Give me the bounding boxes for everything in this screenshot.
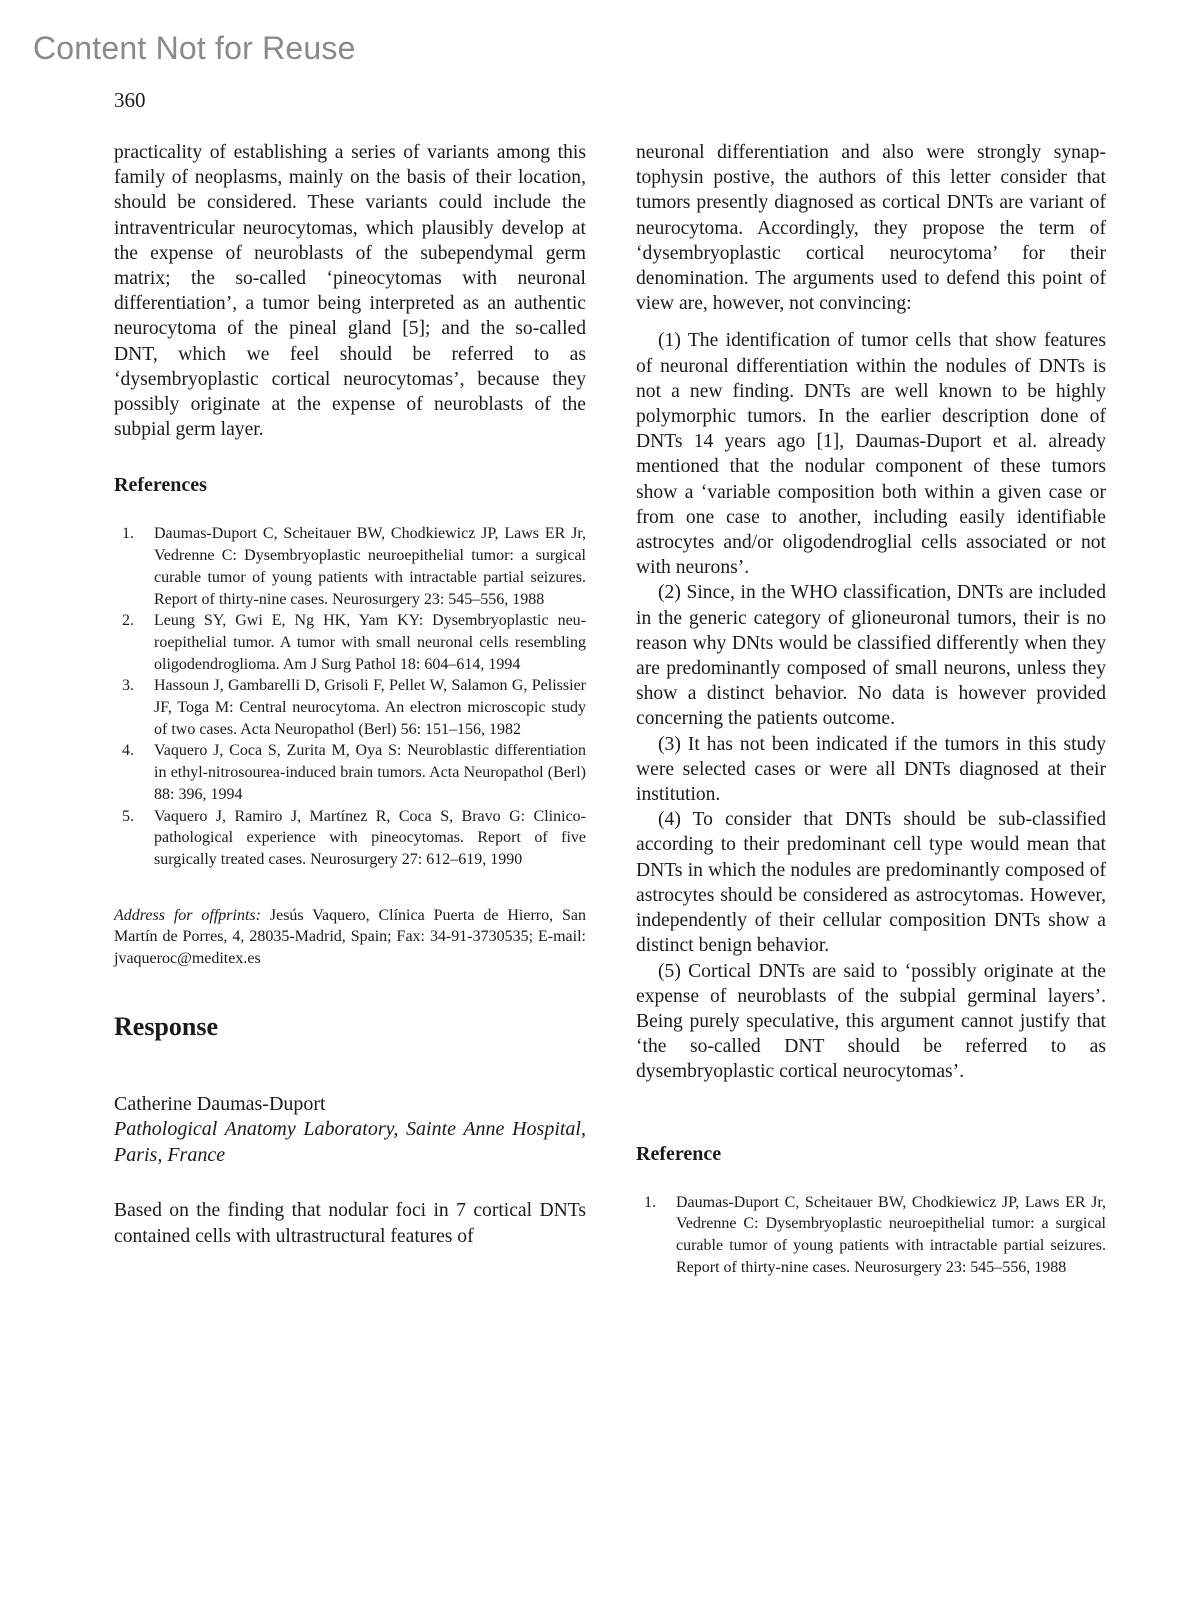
reference-number: 3. bbox=[122, 677, 134, 695]
argument-point: (4) To consider that DNTs should be sub-classified according to their predominant cell type would mean that DNTs in which the nodules are predominantly composed of astrocytes should be considered as astrocytomas. However, independently of their cellular composition DNTs show a distinct benign behavior. bbox=[636, 809, 1106, 957]
argument-point: (2) Since, in the WHO classification, DNTs are included in the generic category of glioneuronal tumors, their is no reason why DNts would be classified differently when they are predominantly composed of small neurons, unless they show a distinct behavior. No data is however provided concerning the patients outcome. bbox=[636, 582, 1106, 730]
reference-heading: Reference bbox=[636, 1142, 722, 1165]
argument-point: (1) The identification of tumor cells that show features of neuronal differentiation within the nodules of DNTs is not a new finding. DNTs are well known to be highly polymorphic tumors. In the earlier description done of DNTs 14 years ago [1], Daumas-Duport et al. already mentioned that the nodular component of these tumors show a ‘variable composition both within a given case or from one case to another, including easily identifiable astrocytes and/or oligodendroglial cells associated or not with neurons’. bbox=[636, 330, 1106, 579]
reference-item bbox=[114, 610, 586, 675]
intro-paragraph: practicality of establishing a series of variants among this family of neoplasms, mainly on the basis of their location, should be considered. These variants could include the intraventricular neurocytomas, which plausibly develop at the expense of neuroblasts of the subependymal germ matrix; the so-called ‘pineocytomas with neuronal differentiation’, a tumor being interpreted as an authentic neurocytoma of the pineal gland [5]; and the so-called DNT, which we feel should be referred to as ‘dysembryoplastic cortical neurocytomas’, because they possibly originate at the expense of neuroblasts of the subpial germ layer. bbox=[114, 142, 586, 441]
left-column bbox=[114, 140, 586, 1249]
address-text: Jesús Vaquero, Clínica Puerta de Hierro, San Martín de Porres, 4, 28035-Madrid, Spain; Fax: 34-91-3730535; E-mail: jvaqueroc@meditex.es bbox=[114, 906, 586, 968]
argument-point: (5) Cortical DNTs are said to ‘possibly originate at the expense of neuroblasts of the subpial germinal layers’. Being purely speculative, this argument cannot justify that ‘the so-called DNT should be referred to as dysembryoplastic cortical neurocytomas’. bbox=[636, 960, 1106, 1083]
offprint-address bbox=[114, 905, 586, 970]
references-heading: References bbox=[114, 474, 207, 497]
reference-item bbox=[114, 523, 586, 610]
reference-item bbox=[114, 740, 586, 805]
author-name: Catherine Daumas-Duport bbox=[114, 1092, 326, 1115]
response-heading: Response bbox=[114, 1011, 219, 1041]
reference-number: 1. bbox=[122, 525, 134, 543]
reference-text: Daumas-Duport C, Scheitauer BW, Chodkiewicz JP, Laws ER Jr, Vedrenne C: Dysembryoplastic neuroepithelial tumor: a surgical curable tumor of young patients with intractable partial seizures. Report of thirty-nine cases. Neurosurgery 23: 545–556, 1988 bbox=[676, 1193, 1106, 1276]
reference-text: Leung SY, Gwi E, Ng HK, Yam KY: Dysembryoplastic neuroepithelial tumor. A tumor with small neuronal cells resembling oligodendroglioma. Am J Surg Pathol 18: 604–614, 1994 bbox=[154, 612, 586, 673]
reference-number: 4. bbox=[122, 742, 134, 760]
right-column bbox=[636, 140, 1106, 1278]
response-references-list bbox=[636, 1192, 1106, 1279]
reference-text: Daumas-Duport C, Scheitauer BW, Chodkiewicz JP, Laws ER Jr, Vedrenne C: Dysembryoplastic neuroepithelial tumor: a surgical curable tumor of young patients with intractable partial seizures. Report of thirty-nine cases. Neurosurgery 23: 545–556, 1988 bbox=[154, 525, 586, 608]
references-list bbox=[114, 523, 586, 870]
watermark: Content Not for Reuse bbox=[33, 30, 356, 66]
reference-text: Vaquero J, Ramiro J, Martínez R, Coca S, Bravo G: Clinicopathological experience with pineocytomas. Report of five surgically treated cases. Neurosurgery 27: 612–619, 1990 bbox=[154, 807, 586, 868]
reference-item bbox=[636, 1192, 1106, 1279]
reference-number: 1. bbox=[644, 1193, 656, 1211]
argument-point: (3) It has not been indicated if the tumors in this study were selected cases or were all DNTs diagnosed at their institution. bbox=[636, 733, 1106, 806]
reference-number: 5. bbox=[122, 807, 134, 825]
author-affiliation: Pathological Anatomy Laboratory, Sainte Anne Hospital, Paris, France bbox=[114, 1118, 586, 1166]
reference-item bbox=[114, 806, 586, 871]
reference-text: Hassoun J, Gambarelli D, Grisoli F, Pellet W, Salamon G, Pelissier JF, Toga M: Central neurocytoma. An electron microscopic study of two cases. Acta Neuropathol (Berl) 56: 151–156, 1982 bbox=[154, 677, 586, 738]
reference-text: Vaquero J, Coca S, Zurita M, Oya S: Neuroblastic differentiation in ethyl-nitrosourea-induced brain tumors. Acta Neuropathol (Berl) 88: 396, 1994 bbox=[154, 742, 586, 803]
reference-number: 2. bbox=[122, 612, 134, 630]
page-number: 360 bbox=[114, 88, 146, 112]
reference-item bbox=[114, 675, 586, 740]
continuation-paragraph: neuronal differentiation and also were strongly synaptophysin postive, the authors of this letter consider that tumors presently diagnosed as cortical DNTs are variant of neurocytoma. Accordingly, they propose the term of ‘dysembryoplastic cortical neurocytoma’ for their denomination. The arguments used to defend this point of view are, however, not convincing: bbox=[636, 142, 1106, 315]
address-label: Address for offprints: bbox=[114, 906, 261, 924]
response-paragraph: Based on the finding that nodular foci in 7 cortical DNTs contained cells with ultrastructural features of bbox=[114, 1200, 586, 1247]
